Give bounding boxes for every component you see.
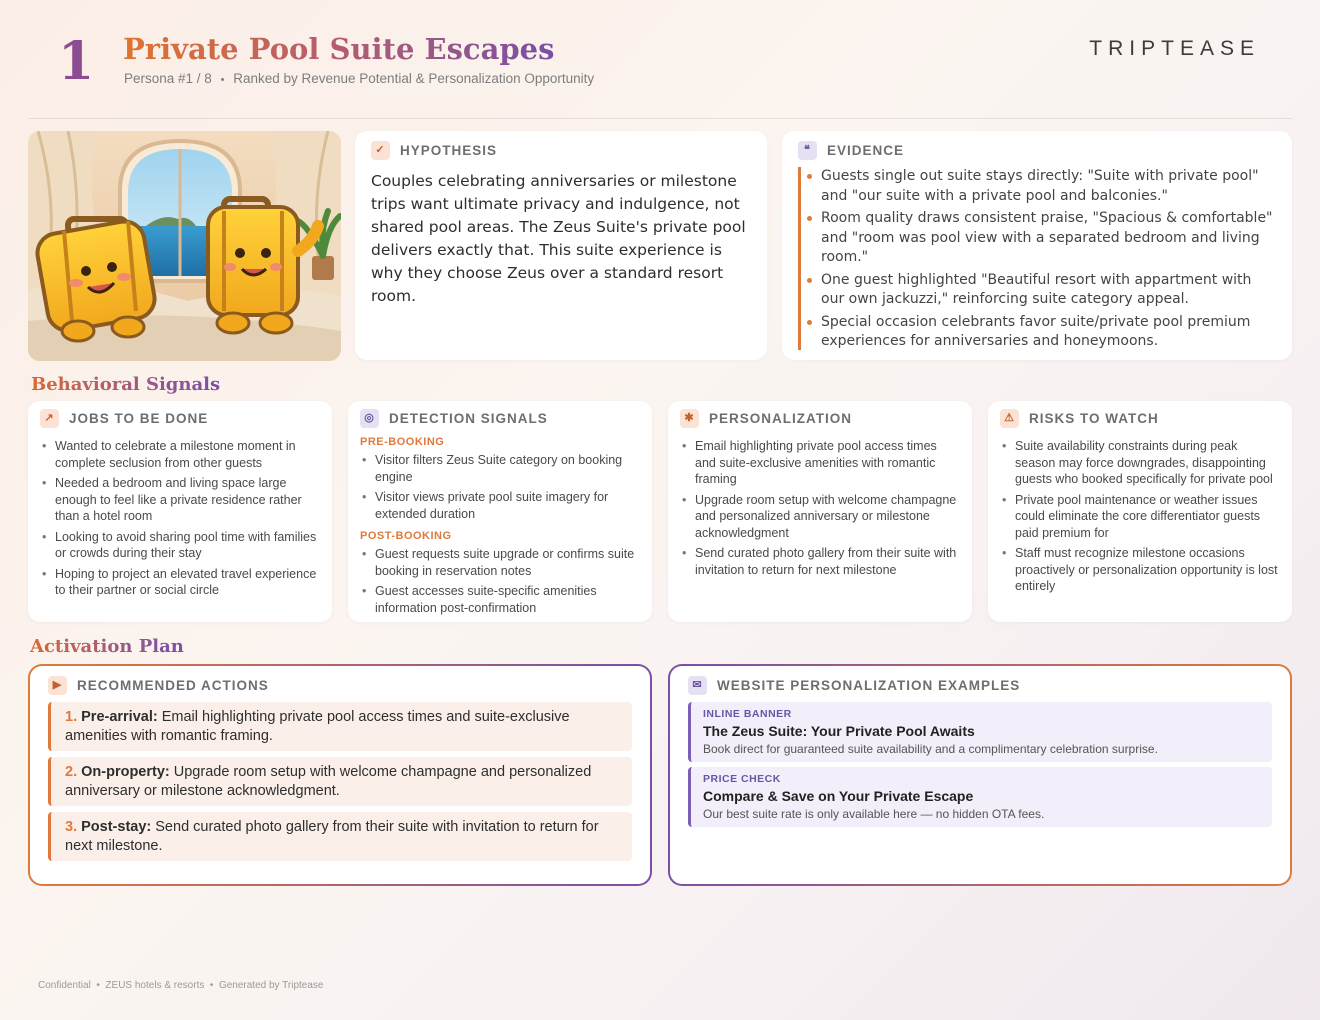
post-booking-label: POST-BOOKING xyxy=(360,530,452,542)
persona-number: 1 xyxy=(58,31,95,92)
activation-plan-title: Activation Plan xyxy=(30,636,184,657)
play-icon: ▶ xyxy=(48,676,67,695)
page-subtitle xyxy=(124,71,594,86)
personalization-header xyxy=(680,409,960,428)
hypothesis-heading: HYPOTHESIS xyxy=(400,143,498,158)
list-item: • Guest requests suite upgrade or confirms suite booking in reservation notes xyxy=(360,546,640,579)
website-example xyxy=(688,767,1272,827)
website-heading: WEBSITE PERSONALIZATION EXAMPLES xyxy=(717,678,1021,693)
hero-illustration xyxy=(28,131,341,361)
persona-index: Persona #1 / 8 xyxy=(124,71,212,86)
sparkle-icon: ✱ xyxy=(680,409,699,428)
detection-header xyxy=(360,409,640,428)
quote-icon: ❝ xyxy=(798,141,817,160)
website-header xyxy=(688,676,1272,695)
action-item xyxy=(48,812,632,861)
mail-icon: ✉ xyxy=(688,676,707,695)
jobs-heading: JOBS TO BE DONE xyxy=(69,411,209,426)
brand-logo: TRIPTEASE xyxy=(1089,37,1260,60)
personalization-list xyxy=(680,438,960,578)
evidence-heading: EVIDENCE xyxy=(827,143,905,158)
hypothesis-header xyxy=(371,141,751,160)
actions-heading: RECOMMENDED ACTIONS xyxy=(77,678,269,693)
evidence-header xyxy=(798,141,1276,160)
hypothesis-card xyxy=(355,131,767,360)
action-item xyxy=(48,757,632,806)
personalization-heading: PERSONALIZATION xyxy=(709,411,852,426)
post-booking-list xyxy=(360,546,640,616)
ranking-text: Ranked by Revenue Potential & Personalization Opportunity xyxy=(233,71,595,86)
subtitle-separator: • xyxy=(220,74,225,86)
behavioral-signals-title: Behavioral Signals xyxy=(31,374,221,395)
risks-card xyxy=(988,401,1292,622)
action-item xyxy=(48,702,632,751)
action-text: Upgrade room setup with welcome champagne and personalized anniversary or milestone acknowledgment. xyxy=(65,764,592,799)
warning-icon: ⚠ xyxy=(1000,409,1019,428)
list-item: • Looking to avoid sharing pool time with families or crowds during their stay xyxy=(40,529,320,562)
action-text: Email highlighting private pool access times and suite-exclusive amenities with romantic framing. xyxy=(65,709,570,744)
evidence-item: One guest highlighted "Beautiful resort with appartment with our own jackuzzi," reinforcing suite category appeal. xyxy=(821,271,1276,310)
evidence-item: Special occasion celebrants favor suite/private pool premium experiences for anniversaries and honeymoons. xyxy=(821,313,1276,352)
action-number: 1. xyxy=(65,709,78,725)
list-item: • Wanted to celebrate a milestone moment in complete seclusion from other guests xyxy=(40,438,320,471)
example-description: Our best suite rate is only available here — no hidden OTA fees. xyxy=(703,807,1045,821)
risks-heading: RISKS TO WATCH xyxy=(1029,411,1159,426)
website-example xyxy=(688,702,1272,762)
jobs-header xyxy=(40,409,320,428)
action-number: 3. xyxy=(65,819,78,835)
pre-booking-list xyxy=(360,452,640,522)
list-item: • Private pool maintenance or weather issues could eliminate the core differentiator guests paid premium for xyxy=(1000,492,1280,542)
recommended-actions-card xyxy=(28,664,652,886)
personalization-card xyxy=(668,401,972,622)
arrow-up-right-icon: ↗ xyxy=(40,409,59,428)
pre-booking-label: PRE-BOOKING xyxy=(360,436,445,448)
page-title: Private Pool Suite Escapes xyxy=(123,32,555,66)
list-item: • Needed a bedroom and living space large enough to feel like a private residence rather than a hotel room xyxy=(40,475,320,525)
check-icon: ✓ xyxy=(371,141,390,160)
list-item: • Visitor views private pool suite imagery for extended duration xyxy=(360,489,640,522)
action-label: Post-stay: xyxy=(81,819,152,835)
evidence-item: Guests single out suite stays directly: "Suite with private pool" and "our suite with a private pool and balconies." xyxy=(821,167,1276,206)
evidence-card xyxy=(782,131,1292,360)
list-item: • Send curated photo gallery from their suite with invitation to return for next milestone xyxy=(680,545,960,578)
action-label: Pre-arrival: xyxy=(81,709,158,725)
example-tag: PRICE CHECK xyxy=(703,773,781,785)
evidence-item: Room quality draws consistent praise, "Spacious & comfortable" and "room was pool view with a separated bedroom and living room." xyxy=(821,209,1276,268)
list-item: • Hoping to project an elevated travel experience to their partner or social circle xyxy=(40,566,320,599)
list-item: • Suite availability constraints during peak season may force downgrades, disappointing guests who booked specifically for private pool xyxy=(1000,438,1280,488)
risks-header xyxy=(1000,409,1280,428)
action-label: On-property: xyxy=(81,764,170,780)
list-item: • Email highlighting private pool access times and suite-exclusive amenities with romantic framing xyxy=(680,438,960,488)
list-item: • Visitor filters Zeus Suite category on booking engine xyxy=(360,452,640,485)
example-description: Book direct for guaranteed suite availability and a complimentary celebration surprise. xyxy=(703,742,1158,756)
footer-text: Confidential • ZEUS hotels & resorts • Generated by Triptease xyxy=(38,980,324,991)
risks-list xyxy=(1000,438,1280,595)
list-item: • Staff must recognize milestone occasions proactively or personalization opportunity is lost entirely xyxy=(1000,545,1280,595)
example-title: Compare & Save on Your Private Escape xyxy=(703,788,974,804)
actions-header xyxy=(48,676,632,695)
jobs-list xyxy=(40,438,320,599)
target-icon: ◎ xyxy=(360,409,379,428)
example-tag: INLINE BANNER xyxy=(703,708,792,720)
header-divider xyxy=(28,118,1292,119)
website-personalization-card xyxy=(668,664,1292,886)
evidence-list xyxy=(798,167,1276,350)
detection-heading: DETECTION SIGNALS xyxy=(389,411,548,426)
hypothesis-text: Couples celebrating anniversaries or milestone trips want ultimate privacy and indulgence, not shared pool areas. The Zeus Suite's private pool delivers exactly that. This suite experience is why they choose Zeus over a standard resort room. xyxy=(371,172,746,305)
example-title: The Zeus Suite: Your Private Pool Awaits xyxy=(703,723,975,739)
action-text: Send curated photo gallery from their suite with invitation to return for next milestone. xyxy=(65,819,599,854)
list-item: • Upgrade room setup with welcome champagne and personalized anniversary or milestone acknowledgment xyxy=(680,492,960,542)
suitcase-illustration xyxy=(28,131,341,361)
jobs-to-be-done-card xyxy=(28,401,332,622)
list-item: • Guest accesses suite-specific amenities information post-confirmation xyxy=(360,583,640,616)
detection-signals-card xyxy=(348,401,652,622)
action-number: 2. xyxy=(65,764,78,780)
